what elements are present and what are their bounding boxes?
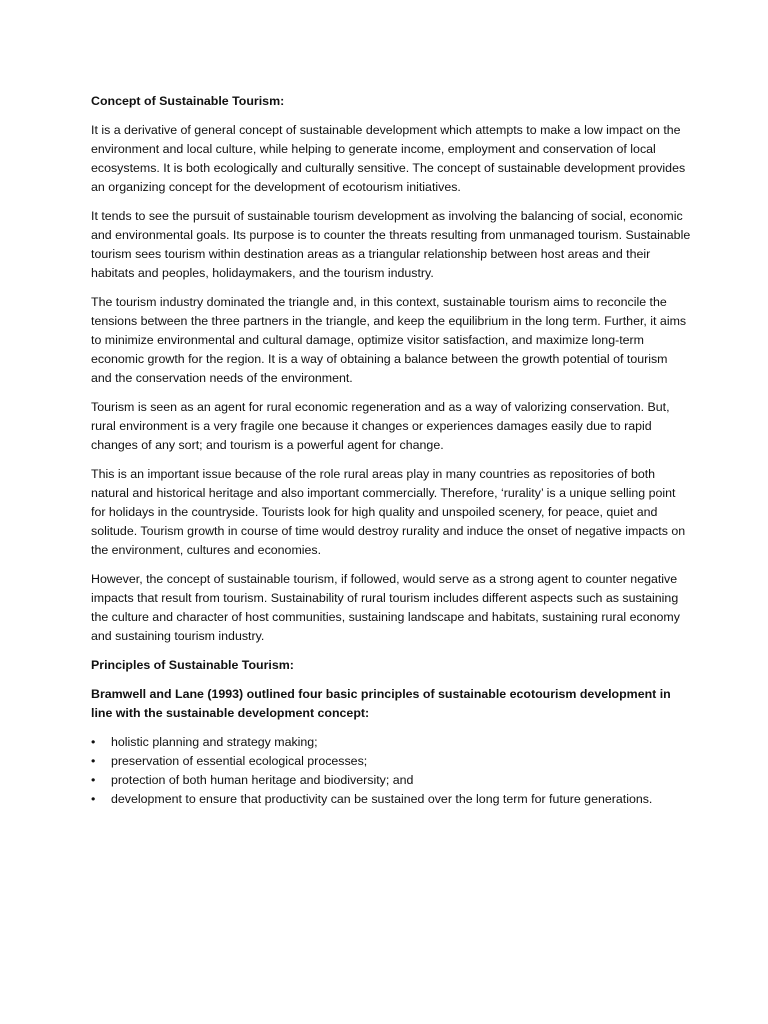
- paragraph-5: This is an important issue because of the role rural areas play in many countries as repositories of both natural and historical heritage and also important commercially. Therefore, ‘rurality’ is a unique selling point for holidays in the countryside. Tourists look for high quality and unspoiled scenery, for peace, quiet and solitude. Tourism growth in course of time would destroy rurality and induce the onset of negative impacts on the environment, cultures and economies.: [91, 467, 686, 557]
- list-item: [91, 733, 691, 752]
- principles-list: [91, 733, 691, 809]
- heading-concept: Concept of Sustainable Tourism:: [91, 94, 285, 108]
- list-item-text: preservation of essential ecological processes;: [111, 754, 368, 768]
- bullet-icon: •: [91, 773, 96, 787]
- paragraph-1: It is a derivative of general concept of sustainable development which attempts to make a low impact on the environment and local culture, while helping to generate income, employment and conservation of local ecosystems. It is both ecologically and culturally sensitive. The concept of sustainable development provides an organizing concept for the development of ecotourism initiatives.: [91, 123, 686, 194]
- list-item-text: holistic planning and strategy making;: [111, 735, 318, 749]
- document-page: [91, 92, 691, 809]
- list-item: [91, 771, 691, 790]
- paragraph-2: It tends to see the pursuit of sustainable tourism development as involving the balancing of social, economic and environmental goals. Its purpose is to counter the threats resulting from unmanaged tourism. Sustainable tourism sees tourism within destination areas as a triangular relationship between host areas and their habitats and peoples, holidaymakers, and the tourism industry.: [91, 209, 691, 280]
- bullet-icon: •: [91, 735, 96, 749]
- list-item: [91, 752, 691, 771]
- paragraph-6: However, the concept of sustainable tourism, if followed, would serve as a strong agent to counter negative impacts that result from tourism. Sustainability of rural tourism includes different aspects such as sustaining the culture and character of host communities, sustaining landscape and habitats, sustaining rural economy and sustaining tourism industry.: [91, 572, 680, 643]
- paragraph-3: The tourism industry dominated the triangle and, in this context, sustainable tourism aims to reconcile the tensions between the three partners in the triangle, and keep the equilibrium in the long term. Further, it aims to minimize environmental and cultural damage, optimize visitor satisfaction, and maximize long-term economic growth for the region. It is a way of obtaining a balance between the growth potential of tourism and the conservation needs of the environment.: [91, 295, 687, 385]
- bullet-icon: •: [91, 754, 96, 768]
- list-item-text: development to ensure that productivity can be sustained over the long term for future generations.: [111, 792, 653, 806]
- heading-principles: Principles of Sustainable Tourism:: [91, 658, 294, 672]
- principles-intro: Bramwell and Lane (1993) outlined four basic principles of sustainable ecotourism development in line with the sustainable development concept:: [91, 687, 671, 720]
- bullet-icon: •: [91, 792, 96, 806]
- list-item: [91, 790, 691, 809]
- paragraph-4: Tourism is seen as an agent for rural economic regeneration and as a way of valorizing conservation. But, rural environment is a very fragile one because it changes or experiences damages easily due to rapid changes of any sort; and tourism is a powerful agent for change.: [91, 400, 670, 452]
- list-item-text: protection of both human heritage and biodiversity; and: [111, 773, 414, 787]
